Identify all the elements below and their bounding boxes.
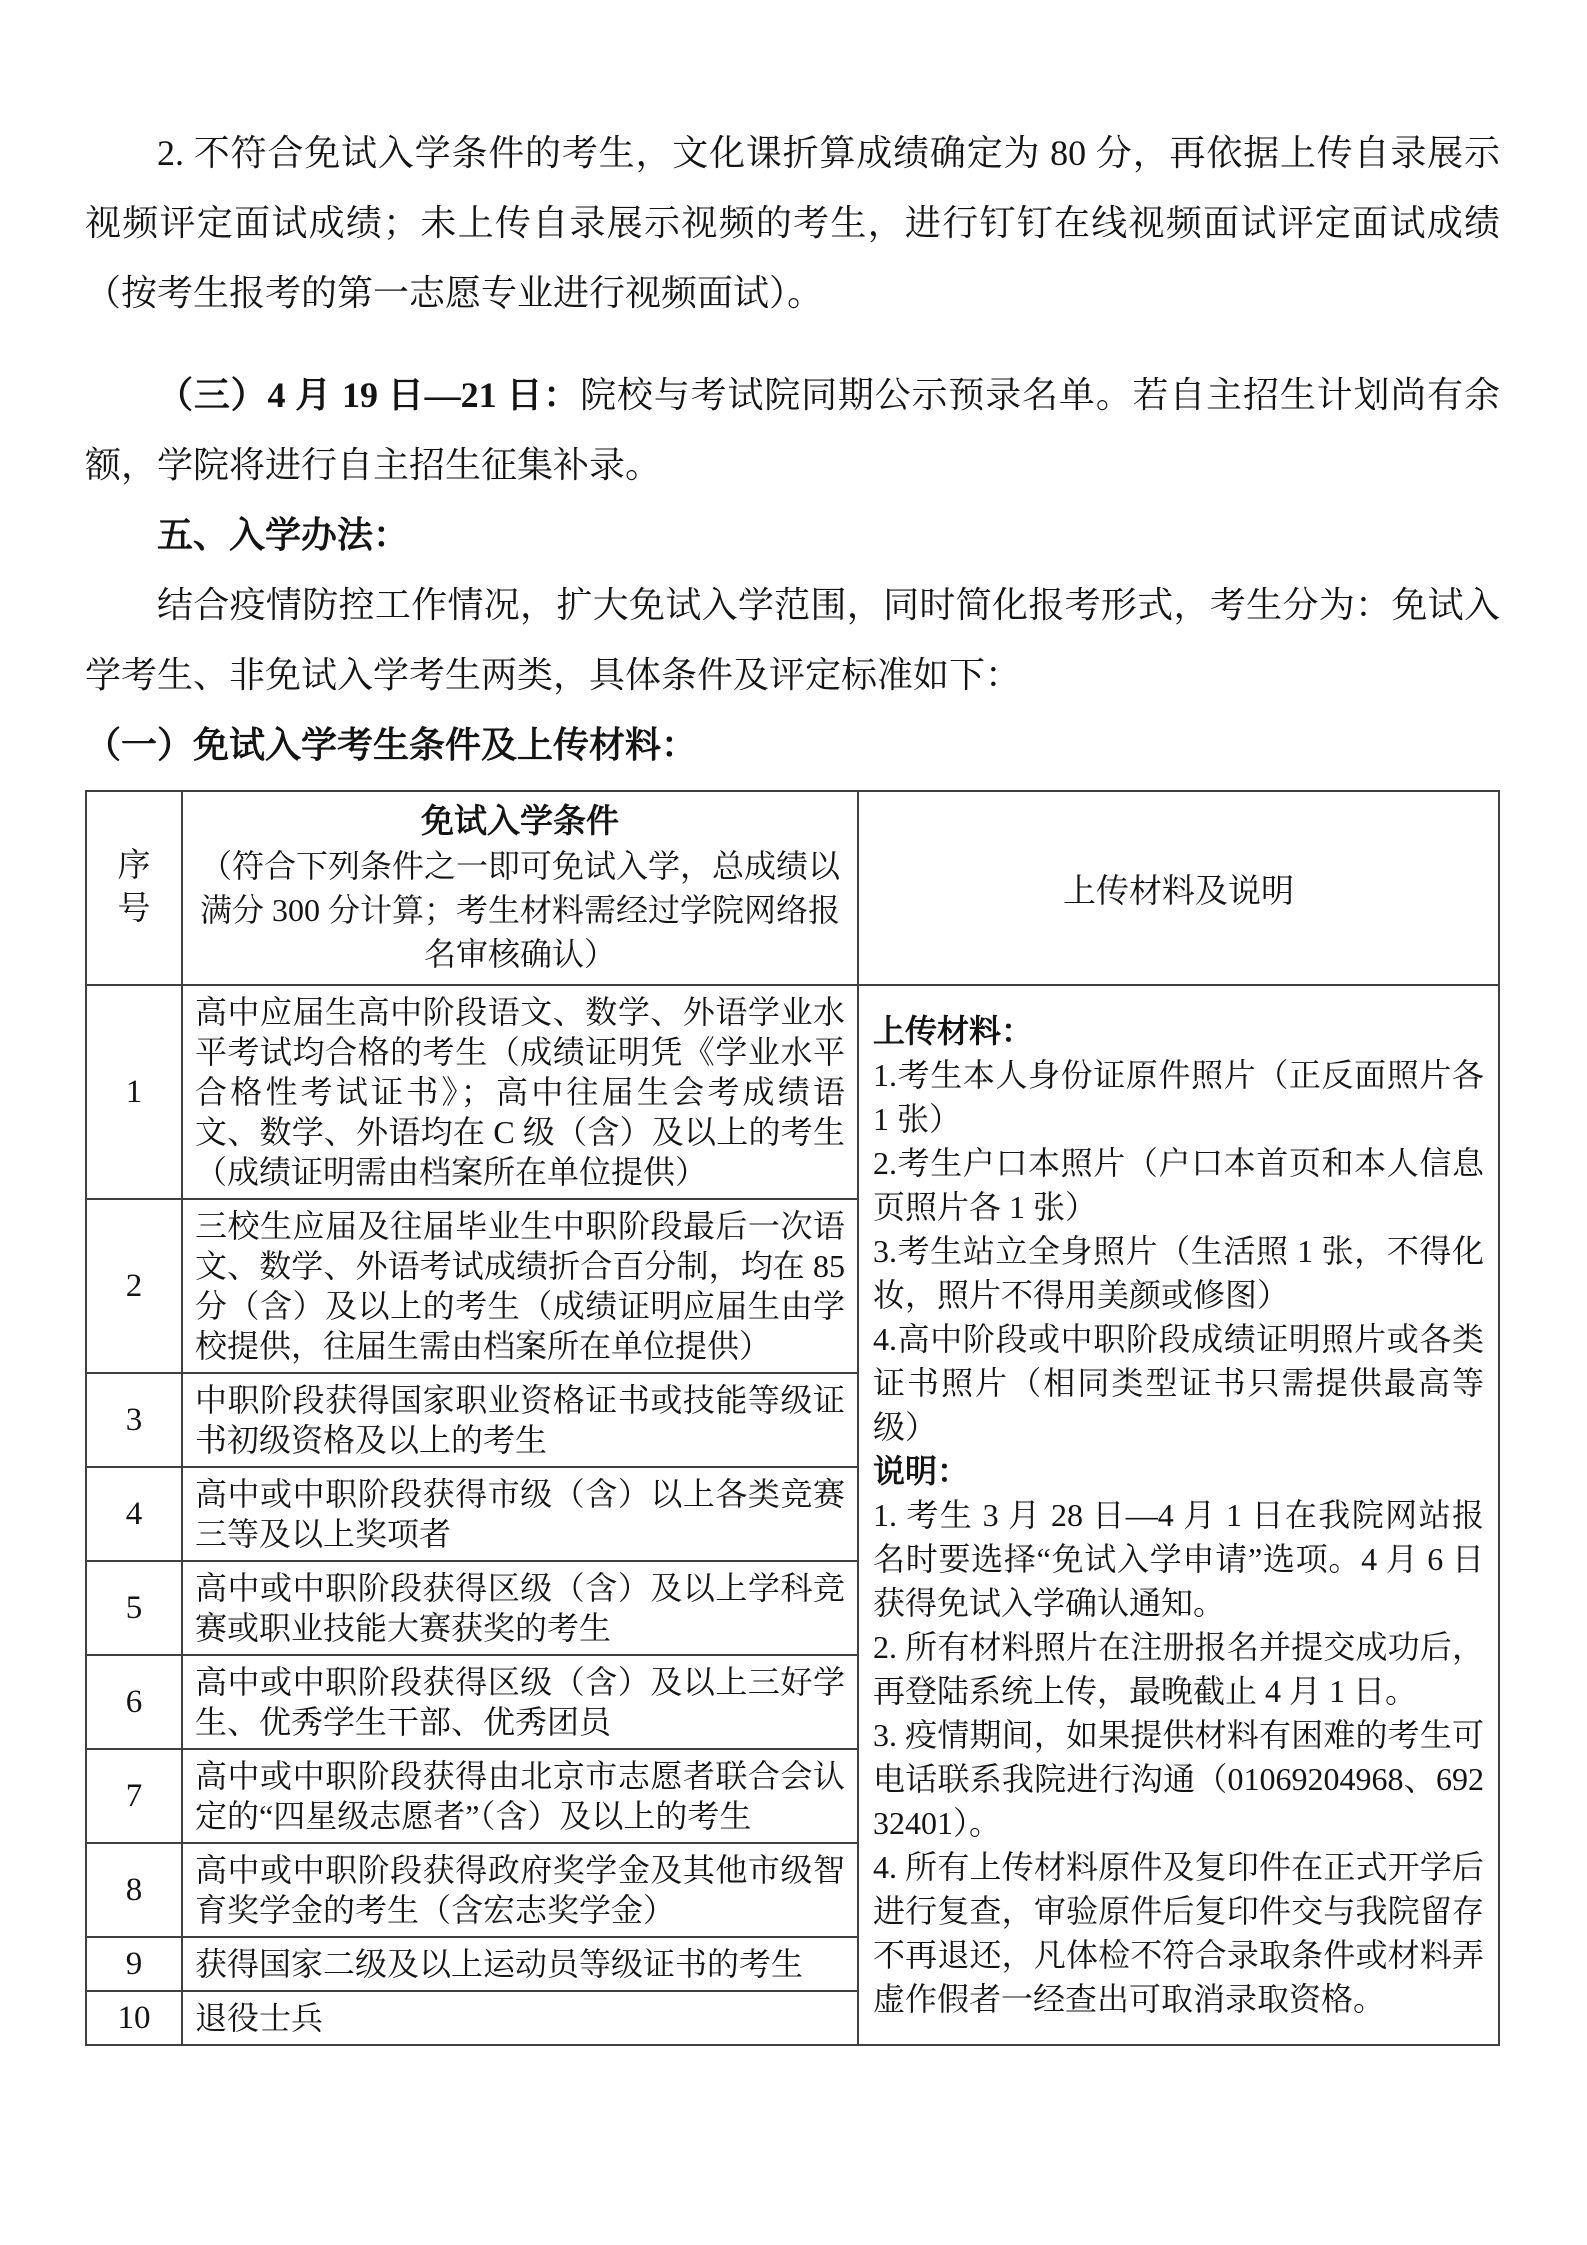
header-cell-conditions <box>182 791 858 985</box>
row-number: 1 <box>86 985 182 1199</box>
row-number: 5 <box>86 1561 182 1655</box>
header-conditions-subtitle: （符合下列条件之一即可免试入学，总成绩以满分 300 分计算；考生材料需经过学院网络报名审核确认） <box>199 848 840 972</box>
notes-title: 说明： <box>873 1453 970 1489</box>
note-item: 4. 所有上传材料原件及复印件在正式开学后进行复查，审验原件后复印件交与我院留存不再退还，凡体检不符合录取条件或材料弄虚作假者一经查出可取消录取资格。 <box>873 1849 1484 2017</box>
subsection-heading-exemption-materials: （一）免试入学考生条件及上传材料： <box>85 725 698 765</box>
paragraph-text: 2. 不符合免试入学条件的考生，文化课折算成绩确定为 80 分，再依据上传自录展示视频评定面试成绩；未上传自录展示视频的考生，进行钉钉在线视频面试评定面试成绩（按考生报考的第一志愿专业进行视频面试）。 <box>85 133 1500 313</box>
row-number: 9 <box>86 1937 182 1991</box>
row-condition: 高中或中职阶段获得政府奖学金及其他市级智育奖学金的考生（含宏志奖学金） <box>182 1843 858 1937</box>
paragraph-interview-score <box>85 118 1500 328</box>
paragraph-lead-bold: （三）4 月 19 日—21 日： <box>157 375 581 415</box>
row-condition: 获得国家二级及以上运动员等级证书的考生 <box>182 1937 858 1991</box>
note-item: 1. 考生 3 月 28 日—4 月 1 日在我院网站报名时要选择“免试入学申请”选项。4 月 6 日获得免试入学确认通知。 <box>873 1497 1484 1621</box>
row-condition: 中职阶段获得国家职业资格证书或技能等级证书初级资格及以上的考生 <box>182 1373 858 1467</box>
row-condition: 退役士兵 <box>182 1991 858 2045</box>
header-cell-number: 序号 <box>86 791 182 985</box>
row-number: 3 <box>86 1373 182 1467</box>
upload-item: 2.考生户口本照片（户口本首页和本人信息页照片各 1 张） <box>873 1145 1484 1225</box>
row-condition: 高中或中职阶段获得区级（含）及以上三好学生、优秀学生干部、优秀团员 <box>182 1655 858 1749</box>
header-conditions-title: 免试入学条件 <box>421 804 619 840</box>
upload-item: 3.考生站立全身照片（生活照 1 张，不得化妆，照片不得用美颜或修图） <box>873 1233 1484 1313</box>
upload-item: 1.考生本人身份证原件照片（正反面照片各 1 张） <box>873 1057 1484 1137</box>
row-number: 4 <box>86 1467 182 1561</box>
materials-merged-cell <box>858 985 1499 2045</box>
row-condition: 三校生应届及往届毕业生中职阶段最后一次语文、数学、外语考试成绩折合百分制，均在 85 分（含）及以上的考生（成绩证明应届生由学校提供，往届生需由档案所在单位提供） <box>182 1199 858 1373</box>
exemption-conditions-table <box>85 790 1500 2046</box>
paragraph-rest: 院校与考试院同期公示预录名单。若自主招生计划尚有余额，学院将进行自主招生征集补录。 <box>85 375 1500 485</box>
row-condition: 高中应届生高中阶段语文、数学、外语学业水平考试均合格的考生（成绩证明凭《学业水平合格性考试证书》；高中往届生会考成绩语文、数学、外语均在 C 级（含）及以上的考生（成绩证明需由档案所在单位提供） <box>182 985 858 1199</box>
row-condition: 高中或中职阶段获得由北京市志愿者联合会认定的“四星级志愿者”（含）及以上的考生 <box>182 1749 858 1843</box>
upload-item: 4.高中阶段或中职阶段成绩证明照片或各类证书照片（相同类型证书只需提供最高等级） <box>873 1321 1484 1445</box>
row-number: 10 <box>86 1991 182 2045</box>
upload-materials-title: 上传材料： <box>873 1013 1034 1049</box>
row-number: 8 <box>86 1843 182 1937</box>
paragraph-epidemic-policy: 结合疫情防控工作情况，扩大免试入学范围，同时简化报考形式，考生分为：免试入学考生、非免试入学考生两类，具体条件及评定标准如下： <box>85 585 1500 695</box>
note-item: 3. 疫情期间，如果提供材料有困难的考生可电话联系我院进行沟通（01069204968、69232401）。 <box>873 1717 1484 1841</box>
table-header-row <box>86 791 1499 985</box>
paragraph-preadmission-announcement <box>85 360 1500 500</box>
row-condition: 高中或中职阶段获得区级（含）及以上学科竞赛或职业技能大赛获奖的考生 <box>182 1561 858 1655</box>
table-row <box>86 985 1499 1199</box>
header-cell-materials: 上传材料及说明 <box>858 791 1499 985</box>
row-number: 6 <box>86 1655 182 1749</box>
row-number: 7 <box>86 1749 182 1843</box>
note-item: 2. 所有材料照片在注册报名并提交成功后，再登陆系统上传，最晚截止 4 月 1 日。 <box>873 1629 1484 1709</box>
row-number: 2 <box>86 1199 182 1373</box>
row-condition: 高中或中职阶段获得市级（含）以上各类竞赛三等及以上奖项者 <box>182 1467 858 1561</box>
section-heading-enrollment-method: 五、入学办法： <box>157 515 410 555</box>
